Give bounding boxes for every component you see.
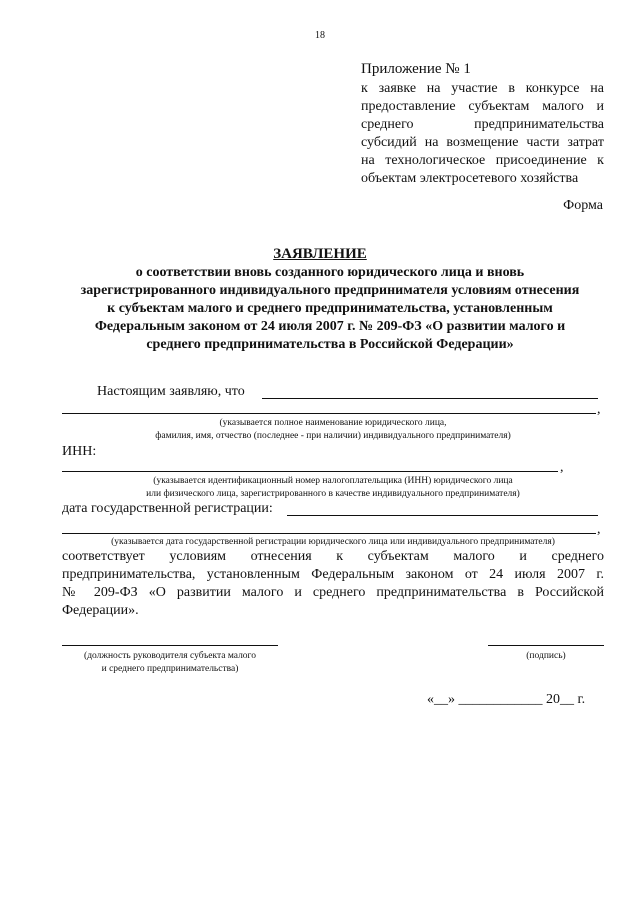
date-field — [427, 692, 585, 708]
subtitle-line: Федеральным законом от 24 июля 2007 г. № 209-ФЗ «О развитии малого и — [94, 319, 566, 334]
annex-line: к заявке на участие в конкурсе на — [361, 81, 604, 96]
subtitle-line: зарегистрированного индивидуального предпринимателя условиям отнесения — [80, 283, 580, 298]
body-line: № 209-ФЗ «О развитии малого и среднего предпринимательства в Российской — [62, 585, 604, 600]
position-hint — [62, 650, 278, 676]
name-hint-line: фамилия, имя, отчество (последнее - при наличии) индивидуального предпринимателя) — [155, 431, 511, 441]
body-line: соответствует условиям отнесения к субъектам малого и среднего — [62, 549, 604, 564]
document-title: ЗАЯВЛЕНИЕ — [273, 246, 367, 262]
subtitle-line: среднего предпринимательства в Российской Федерации» — [146, 337, 514, 352]
inn-hint-line: или физического лица, зарегистрированного в качестве индивидуального предпринимателя) — [146, 489, 520, 499]
annex-line: на технологическое присоединение к — [361, 153, 604, 168]
form-label: Форма — [563, 198, 603, 213]
position-hint-line: и среднего предпринимательства) — [101, 664, 239, 674]
inn-input-line[interactable] — [62, 471, 558, 472]
page-number: 18 — [315, 30, 325, 41]
signature-input-line[interactable] — [488, 645, 604, 646]
date-month-blank[interactable]: ____________ — [458, 692, 543, 707]
date-close-quote: » — [448, 692, 455, 707]
subtitle-line: к субъектам малого и среднего предпринимательства, установленным — [107, 301, 553, 316]
name-input-line[interactable] — [62, 413, 596, 414]
annex-line: объектам электросетевого хозяйства — [361, 171, 579, 186]
date-year-blank[interactable]: __ — [560, 692, 574, 707]
body-paragraph — [62, 548, 604, 620]
annex-description — [361, 80, 604, 188]
body-line: Федерации». — [62, 603, 139, 618]
inn-hint — [62, 475, 604, 501]
comma: , — [560, 460, 564, 475]
declare-label: Настоящим заявляю, что — [97, 384, 245, 399]
body-line: предпринимательства, установленным Федеральным законом от 24 июля 2007 г. — [62, 567, 604, 582]
inn-label: ИНН: — [62, 444, 97, 459]
position-hint-line: (должность руководителя субъекта малого — [84, 651, 256, 661]
annex-line: предоставление субъектам малого и — [361, 99, 604, 114]
name-hint — [62, 417, 604, 443]
reg-date-input-line-2[interactable] — [62, 533, 596, 534]
declare-input-line[interactable] — [262, 398, 598, 399]
comma: , — [597, 522, 601, 537]
date-open-quote: « — [427, 692, 434, 707]
annex-line: субсидий на возмещение части затрат — [361, 135, 604, 150]
annex-title: Приложение № 1 — [361, 61, 471, 77]
date-year-prefix: 20 — [546, 692, 560, 707]
position-input-line[interactable] — [62, 645, 278, 646]
inn-hint-line: (указывается идентификационный номер налогоплательщика (ИНН) юридического лица — [153, 476, 513, 486]
reg-date-label: дата государственной регистрации: — [62, 501, 273, 516]
comma: , — [597, 402, 601, 417]
signature-hint: (подпись) — [526, 651, 566, 661]
subtitle-line: о соответствии вновь созданного юридического лица и вновь — [135, 265, 525, 280]
date-year-suffix: г. — [577, 692, 586, 707]
name-hint-line: (указывается полное наименование юридического лица, — [219, 418, 447, 428]
document-subtitle — [60, 264, 600, 354]
reg-hint: (указывается дата государственной регистрации юридического лица или индивидуального предпринимателя) — [111, 537, 555, 547]
reg-date-input-line[interactable] — [287, 515, 598, 516]
annex-line: среднего предпринимательства — [361, 117, 604, 132]
date-day-blank[interactable]: __ — [434, 692, 448, 707]
